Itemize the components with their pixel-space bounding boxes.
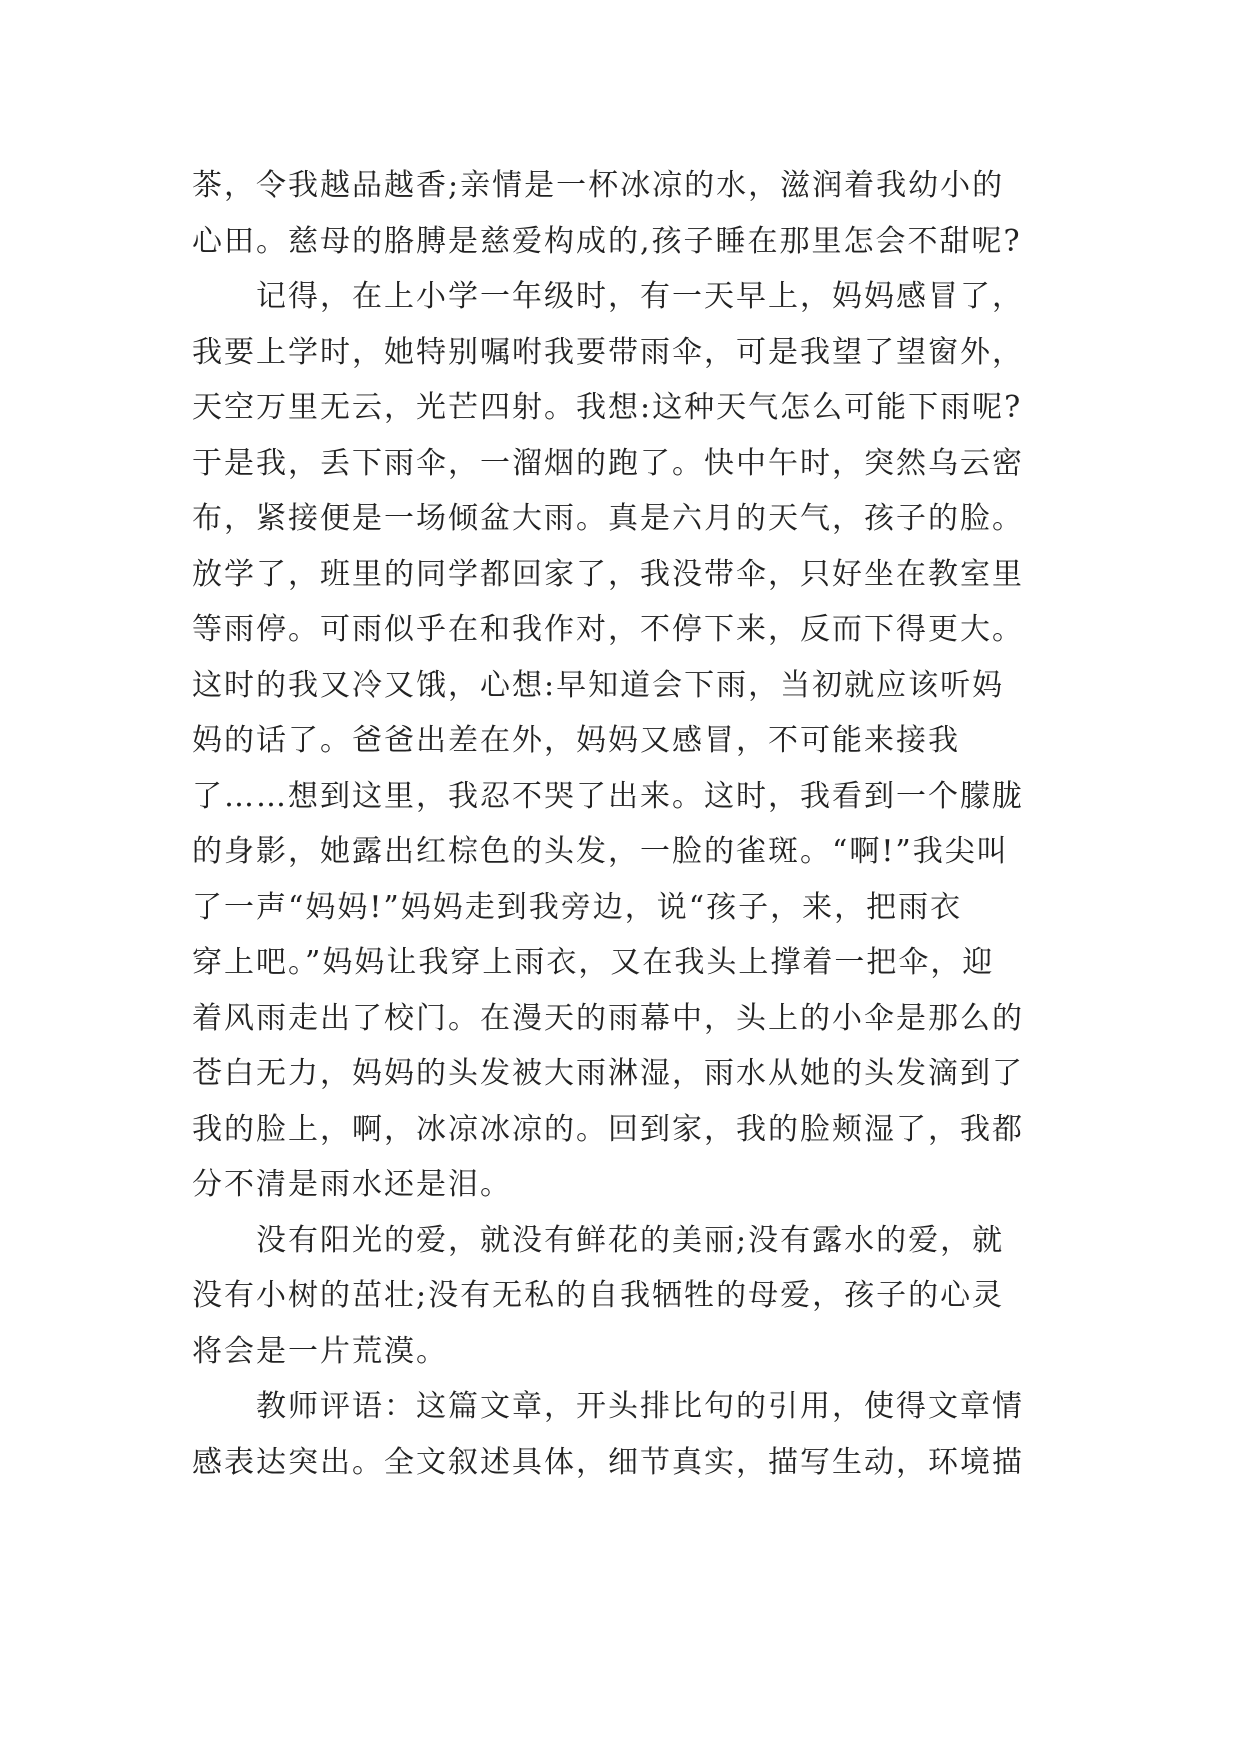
text-line: 布，紧接便是一场倾盆大雨。真是六月的天气，孩子的脸。 [192, 501, 1024, 536]
text-line: 等雨停。可雨似乎在和我作对，不停下来，反而下得更大。 [192, 612, 1024, 647]
teacher-comment-line: 感表达突出。全文叙述具体，细节真实，描写生动，环境描 [192, 1444, 1024, 1480]
text-line: 这时的我又冷又饿，心想:早知道会下雨，当初就应该听妈 [192, 667, 1005, 703]
text-line: 心田。慈母的胳膊是慈爱构成的,孩子睡在那里怎会不甜呢? [192, 223, 1022, 259]
text-line: 天空万里无云，光芒四射。我想:这种天气怎么可能下雨呢? [192, 390, 1023, 425]
text-line: 于是我，丢下雨伞，一溜烟的跑了。快中午时，突然乌云密 [192, 445, 1024, 481]
text-line: 没有小树的茁壮;没有无私的自我牺牲的母爱，孩子的心灵 [192, 1278, 1005, 1313]
text-line: 放学了，班里的同学都回家了，我没带伞，只好坐在教室里 [192, 556, 1024, 592]
text-line: 了一声“妈妈!”妈妈走到我旁边，说“孩子，来，把雨衣 [192, 889, 963, 925]
text-line: 了……想到这里，我忍不哭了出来。这时，我看到一个朦胧 [192, 778, 1024, 814]
text-line: 茶，令我越品越香;亲情是一杯冰凉的水，滋润着我幼小的 [192, 168, 1005, 203]
text-line: 妈的话了。爸爸出差在外，妈妈又感冒，不可能来接我 [192, 723, 960, 758]
paragraph-start-line: 记得，在上小学一年级时，有一天早上，妈妈感冒了， [256, 279, 1024, 314]
text-line: 着风雨走出了校门。在漫天的雨幕中，头上的小伞是那么的 [192, 1000, 1024, 1036]
text-line: 穿上吧。”妈妈让我穿上雨衣，又在我头上撑着一把伞，迎 [192, 945, 995, 980]
text-line: 苍白无力，妈妈的头发被大雨淋湿，雨水从她的头发滴到了 [192, 1056, 1024, 1091]
teacher-comment-line: 教师评语：这篇文章，开头排比句的引用，使得文章情 [256, 1389, 1024, 1424]
text-line: 我的脸上，啊，冰凉冰凉的。回到家，我的脸颊湿了，我都 [192, 1111, 1024, 1147]
paragraph-start-line: 没有阳光的爱，就没有鲜花的美丽;没有露水的爱，就 [256, 1222, 1005, 1258]
text-line: 的身影，她露出红棕色的头发，一脸的雀斑。“啊!”我尖叫 [192, 834, 1009, 869]
body-text [192, 158, 1062, 1490]
text-line: 分不清是雨水还是泪。 [192, 1167, 512, 1202]
text-line: 将会是一片荒漠。 [192, 1333, 448, 1369]
text-line: 我要上学时，她特别嘱咐我要带雨伞，可是我望了望窗外， [192, 334, 1024, 370]
